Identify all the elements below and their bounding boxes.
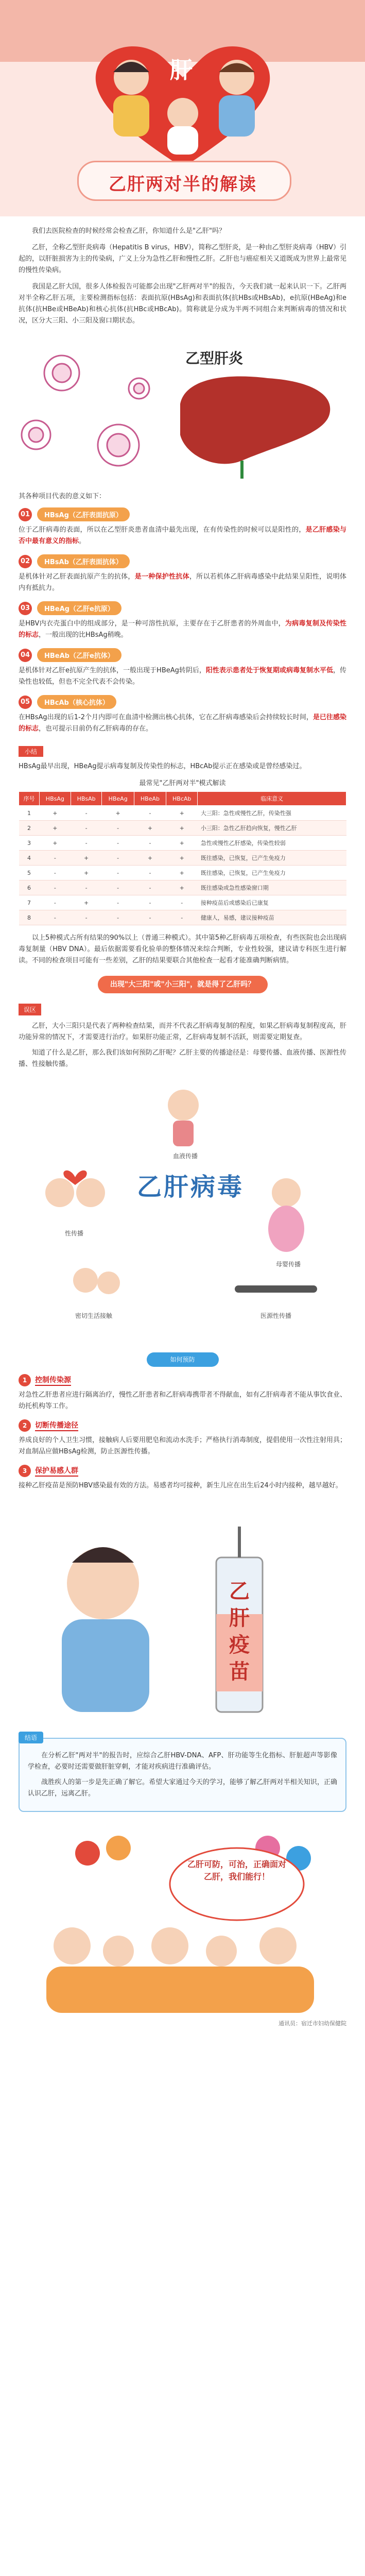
item-number: 03 xyxy=(19,602,32,615)
item-number: 05 xyxy=(19,696,32,709)
table-cell: - xyxy=(39,895,71,910)
table-row xyxy=(19,851,346,866)
family-balloons-icon xyxy=(0,1817,365,2033)
transmission-label: 血液传播 xyxy=(173,1153,198,1160)
item-text: 位于乙肝病毒的表面，所以在乙型肝炎患者血清中最先出现，在有传染性的时候可以是阳性的，是乙肝感染与否中最有意义的指标。 xyxy=(19,526,346,545)
table-cell: - xyxy=(102,821,134,836)
conclusion-paragraph: 在分析乙肝"两对半"的报告时，应综合乙肝HBV-DNA、AFP、肝功能等生化指标、肝脏超声等影像学检查，必要时还需要做肝脏穿刺，才能对疾病进行准确评估。 xyxy=(28,1752,337,1771)
prevention-item xyxy=(19,1465,346,1492)
item-text: 是HBV内衣壳蛋白中的组成部分，是一种可溶性抗原，主要存在于乙肝患者的外周血中，为病毒复制及传染性的标志，一般出现的比HBsAg稍晚。 xyxy=(19,620,346,639)
table-cell: - xyxy=(134,910,166,925)
table-cell: + xyxy=(39,836,71,851)
table-cell: 5 xyxy=(19,866,40,880)
table-cell: + xyxy=(166,851,198,866)
indicator-item xyxy=(19,648,346,688)
indicator-item xyxy=(19,507,346,547)
table-cell: + xyxy=(71,851,102,866)
prevention-text: 接种乙肝疫苗是预防HBV感染最有效的方法。易感者均可接种，新生儿应在出生后24小时内接种，越早越好。 xyxy=(19,1482,342,1489)
table-cell: - xyxy=(134,880,166,895)
misconception-text: 乙肝，大小三阳只是代表了两种检查结果，而并不代表乙肝病毒复制的程度，如果乙肝病毒复制程度高，肝功能异常的情况下，才需要进行治疗。如果肝功能正常，乙肝病毒复制不活跃，则需要定期复查。 xyxy=(19,1022,347,1041)
table-cell: - xyxy=(166,895,198,910)
table-header: HBeAg xyxy=(102,792,134,806)
table-header: HBsAg xyxy=(39,792,71,806)
table-row xyxy=(19,880,346,895)
syringe-child-icon xyxy=(0,1496,365,1733)
item-text: 是机体针对乙肝e抗原产生的抗体，一般出现于HBeAg转阴后，阳性表示患者处于恢复期或病毒复制水平低，传染性也较低，但也不完全代表不会传染。 xyxy=(19,667,346,686)
intro-paragraph: 我们去医院检查的时候经常会检查乙肝，你知道什么是"乙肝"吗？ xyxy=(32,227,225,235)
table-cell: 8 xyxy=(19,910,40,925)
item-number: 02 xyxy=(19,555,32,568)
table-cell: + xyxy=(71,866,102,880)
vaccine-label: 乙肝疫苗 xyxy=(229,1580,250,1684)
vaccine-illustration xyxy=(0,1496,365,1733)
table-cell: 急性或慢性乙肝感染，传染性较弱 xyxy=(198,836,346,851)
table-cell: + xyxy=(102,806,134,821)
transmission-label: 密切生活接触 xyxy=(75,1312,113,1319)
table-header: 临床意义 xyxy=(198,792,346,806)
table-cell: + xyxy=(166,806,198,821)
transmission-illustration xyxy=(19,1074,346,1342)
item-text: 是机体针对乙肝表面抗原产生的抗体，是一种保护性抗体，所以若机体乙肝病毒感染中此结果呈阳性，说明体内有抵抗力。 xyxy=(19,573,346,592)
indicator-item xyxy=(19,695,346,735)
intro-section xyxy=(0,216,365,327)
table-cell: - xyxy=(102,851,134,866)
prevention-title: 控制传染源 xyxy=(35,1375,71,1386)
table-row xyxy=(19,836,346,851)
table-row xyxy=(19,895,346,910)
page-title: 乙肝两对半的解读 xyxy=(109,174,257,195)
transmission-label: 医源性传播 xyxy=(260,1312,292,1319)
table-cell: 接种疫苗后或感染后已康复 xyxy=(198,895,346,910)
table-cell: 健康人，易感，建议接种疫苗 xyxy=(198,910,346,925)
table-cell: 既往感染或急性感染窗口期 xyxy=(198,880,346,895)
conclusion-box xyxy=(19,1734,346,1812)
table-row xyxy=(19,806,346,821)
transmission-label: 母婴传播 xyxy=(276,1261,301,1268)
table-cell: - xyxy=(134,866,166,880)
table-cell: + xyxy=(39,806,71,821)
prevention-number: 2 xyxy=(19,1419,31,1432)
table-cell: 1 xyxy=(19,806,40,821)
table-cell: 既往感染，已恢复，已产生免疫力 xyxy=(198,851,346,866)
prevention-title: 保护易感人群 xyxy=(35,1465,78,1477)
table-cell: - xyxy=(39,910,71,925)
table-cell: - xyxy=(102,895,134,910)
interpretation-table xyxy=(19,791,346,925)
table-cell: - xyxy=(134,806,166,821)
table-cell: - xyxy=(102,836,134,851)
table-header-row xyxy=(19,792,346,806)
intro-paragraph: 我国是乙肝大国，很多人体检报告可能都会出现"乙肝两对半"的报告，今天我们就一起来认识一下。乙肝两对半全称乙肝五项，主要检测指标包括：表面抗原(HBsAg)和表面抗体(抗HBs或HBsAb)，e抗原(HBeAg)和e抗体(抗HBe或HBeAb)和核心抗体(抗HBc或HBcAb)。简称就是分成为半两不同组合来判断病毒的情况和状况，区分大三阳、小三阳及窗口期状态。 xyxy=(19,283,346,325)
table-header: HBcAb xyxy=(166,792,198,806)
indicators-section xyxy=(0,490,365,1070)
transmission-label: 性传播 xyxy=(65,1230,84,1237)
hero-banner xyxy=(0,0,365,216)
table-header: 序号 xyxy=(19,792,40,806)
conclusion-paragraph: 战胜疾人的第一步是先正确了解它。希望大家通过今天的学习，能够了解乙肝两对半相关知识，正确认识乙肝，远离乙肝。 xyxy=(28,1778,337,1798)
prevention-section xyxy=(0,1374,365,1492)
table-cell: - xyxy=(39,866,71,880)
table-cell: - xyxy=(102,866,134,880)
table-row xyxy=(19,821,346,836)
misconception-banner: 误区 xyxy=(19,1004,41,1015)
summary-text: HBsAg最早出现，HBeAg提示病毒复制及传染性的标志，HBcAb提示正在感染或是曾经感染过。 xyxy=(19,762,306,770)
item-number: 04 xyxy=(19,649,32,662)
table-note: 以上5种模式占所有结果的90%以上（普通三种模式）。其中第5种乙肝病毒五项检查，有些医院也会出现病毒复制量（HBV DNA）。最后依据需要看化验单的整体情况来综合判断，专业性较强，建议请专科医生进行解读。不同的检查项目可能有一些差别，乙肝的结果要联合其他检查一起看才能准确判断病情。 xyxy=(19,934,346,964)
table-title: 最常见"乙肝两对半"模式解读 xyxy=(139,779,226,787)
heart-text: 肝 xyxy=(170,57,193,83)
item-number: 01 xyxy=(19,508,32,521)
table-header: HBsAb xyxy=(71,792,102,806)
table-cell: - xyxy=(71,880,102,895)
table-cell: 既往感染，已恢复，已产生免疫力 xyxy=(198,866,346,880)
table-cell: 大三阳：急性或慢性乙肝，传染性强 xyxy=(198,806,346,821)
transmission-figures-icon xyxy=(19,1074,346,1342)
table-cell: 6 xyxy=(19,880,40,895)
conclusion-label: 结语 xyxy=(19,1732,43,1743)
hepatitis-b-label: 乙型肝炎 xyxy=(185,350,244,367)
summary-heading: 小结 xyxy=(19,746,43,757)
table-cell: + xyxy=(71,895,102,910)
prevention-title: 切断传播途径 xyxy=(35,1420,78,1431)
table-cell: - xyxy=(71,910,102,925)
footer-illustration xyxy=(0,1817,365,2033)
table-cell: 3 xyxy=(19,836,40,851)
table-cell: + xyxy=(134,821,166,836)
table-cell: 2 xyxy=(19,821,40,836)
prevention-text: 养成良好的个人卫生习惯，接触病人后要用肥皂和流动水洗手；严格执行消毒制度，提倡使用一次性注射用具；对血制品应做HBsAg检测，防止医源性传播。 xyxy=(19,1436,347,1455)
table-cell: - xyxy=(102,910,134,925)
question-callout: 出现"大三阳"或"小三阳"，就是得了乙肝吗？ xyxy=(98,976,268,993)
section-intro: 其各种项目代表的意义如下： xyxy=(19,493,106,500)
table-cell: + xyxy=(166,821,198,836)
item-tag: HBsAb（乙肝表面抗体） xyxy=(37,554,130,568)
table-header: HBeAb xyxy=(134,792,166,806)
item-tag: HBcAb（核心抗体） xyxy=(37,695,116,709)
table-row xyxy=(19,910,346,925)
table-cell: + xyxy=(39,821,71,836)
table-row xyxy=(19,866,346,880)
speech-bubble-text: 乙肝可防，可治，正确面对乙肝，我们能行！ xyxy=(187,1859,286,1882)
table-cell: - xyxy=(166,910,198,925)
item-tag: HBeAg（乙肝e抗原） xyxy=(37,601,121,615)
table-cell: + xyxy=(166,866,198,880)
table-cell: - xyxy=(134,895,166,910)
table-cell: - xyxy=(71,806,102,821)
item-text: 在HBsAg出现的后1-2个月内即可在血清中检测出核心抗体，它在乙肝病毒感染后会持续较长时间，是已往感染的标志，也可提示目前仍有乙肝病毒的存在。 xyxy=(19,714,346,733)
table-cell: + xyxy=(166,836,198,851)
table-cell: - xyxy=(102,880,134,895)
item-tag: HBeAb（乙肝e抗体） xyxy=(37,648,121,662)
table-cell: 4 xyxy=(19,851,40,866)
hbv-center-text: 乙肝病毒 xyxy=(137,1173,245,1201)
table-cell: 7 xyxy=(19,895,40,910)
prevention-item xyxy=(19,1419,346,1458)
prevention-heading: 如何预防 xyxy=(147,1352,219,1367)
table-cell: - xyxy=(134,836,166,851)
credit-text: 通讯员：宿迁市妇幼保健院 xyxy=(279,2020,346,2027)
table-cell: 小三阳：急性乙肝趋向恢复，慢性乙肝 xyxy=(198,821,346,836)
prevention-number: 1 xyxy=(19,1374,31,1386)
table-cell: + xyxy=(134,851,166,866)
table-cell: - xyxy=(39,880,71,895)
misconception-text: 知道了什么是乙肝，那么我们该如何预防乙肝呢？乙肝主要的传播途径是：母婴传播、血液传播、医源性传播、性接触传播。 xyxy=(19,1049,347,1068)
virus-icon xyxy=(0,332,365,486)
table-cell: - xyxy=(71,836,102,851)
table-cell: - xyxy=(39,851,71,866)
indicator-item xyxy=(19,554,346,594)
indicator-item xyxy=(19,601,346,641)
prevention-text: 对急性乙肝患者应进行隔离治疗，慢性乙肝患者和乙肝病毒携带者不得献血，如有乙肝病毒者不能从事饮食业、幼托机构等工作。 xyxy=(19,1391,347,1410)
virus-liver-illustration xyxy=(0,332,365,486)
item-tag: HBsAg（乙肝表面抗原） xyxy=(37,507,130,521)
table-cell: - xyxy=(71,821,102,836)
prevention-number: 3 xyxy=(19,1465,31,1477)
table-cell: + xyxy=(166,880,198,895)
intro-paragraph: 乙肝，全称乙型肝炎病毒（Hepatitis B virus，HBV），简称乙型肝炎，是一种由乙型肝炎病毒（HBV）引起的，以肝脏损害为主的传染病，广义上分为急性乙肝和慢性乙肝。乙肝也与癌症相关又道既成为世界上最常见的慢性传染病。 xyxy=(19,244,347,274)
prevention-item xyxy=(19,1374,346,1412)
